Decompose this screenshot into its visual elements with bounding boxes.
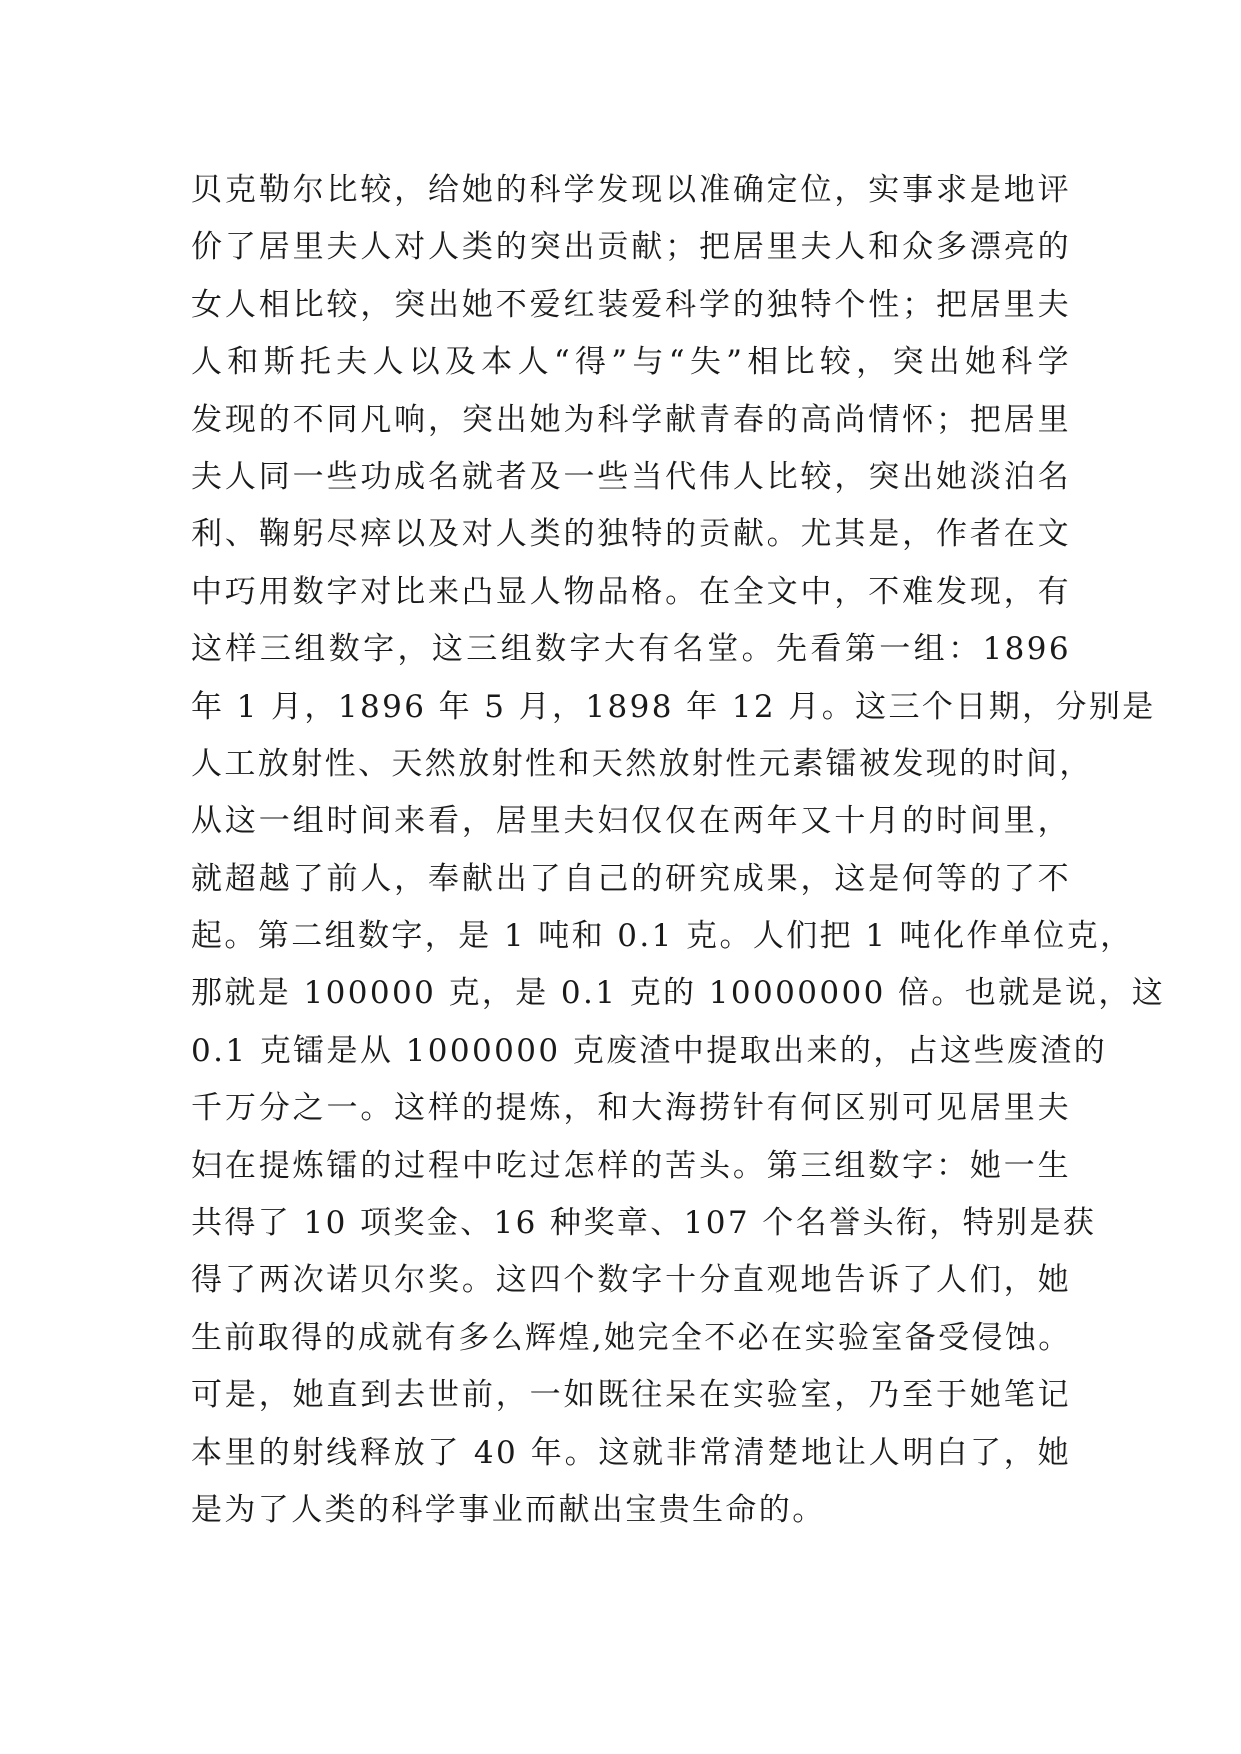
text-line: 发现的不同凡响，突出她为科学献青春的高尚情怀；把居里	[191, 401, 1071, 438]
text-line: 这样三组数字，这三组数字大有名堂。先看第一组：1896	[191, 631, 1071, 668]
text-line: 生前取得的成就有多么辉煌,她完全不必在实验室备受侵蚀。	[191, 1319, 1072, 1356]
text-line: 中巧用数字对比来凸显人物品格。在全文中，不难发现，有	[191, 573, 1071, 610]
text-line: 千万分之一。这样的提炼，和大海捞针有何区别可见居里夫	[191, 1090, 1071, 1127]
text-line: 人和斯托夫人以及本人“得”与“失”相比较，突出她科学	[191, 344, 1071, 381]
text-line: 妇在提炼镭的过程中吃过怎样的苦头。第三组数字：她一生	[191, 1147, 1071, 1184]
text-line: 起。第二组数字，是 1 吨和 0.1 克。人们把 1 吨化作单位克，	[191, 918, 1134, 955]
text-line: 得了两次诺贝尔奖。这四个数字十分直观地告诉了人们，她	[191, 1262, 1071, 1299]
text-line: 从这一组时间来看，居里夫妇仅仅在两年又十月的时间里，	[191, 803, 1071, 840]
text-line: 是为了人类的科学事业而献出宝贵生命的。	[191, 1491, 826, 1528]
text-line: 0.1 克镭是从 1000000 克废渣中提取出来的，占这些废渣的	[191, 1032, 1108, 1069]
text-line: 本里的射线释放了 40 年。这就非常清楚地让人明白了，她	[191, 1434, 1071, 1471]
body-paragraph	[191, 162, 1166, 1539]
text-line: 夫人同一些功成名就者及一些当代伟人比较，突出她淡泊名	[191, 458, 1071, 495]
text-line: 就超越了前人，奉献出了自己的研究成果，这是何等的了不	[191, 860, 1071, 897]
text-line: 可是，她直到去世前，一如既往呆在实验室，乃至于她笔记	[191, 1377, 1071, 1414]
text-line: 年 1 月，1896 年 5 月，1898 年 12 月。这三个日期，分别是	[191, 688, 1156, 725]
text-line: 利、鞠躬尽瘁以及对人类的独特的贡献。尤其是，作者在文	[191, 516, 1071, 553]
text-line: 女人相比较，突出她不爱红装爱科学的独特个性；把居里夫	[191, 286, 1071, 323]
text-line: 那就是 100000 克，是 0.1 克的 10000000 倍。也就是说，这	[191, 975, 1166, 1012]
text-line: 人工放射性、天然放射性和天然放射性元素镭被发现的时间，	[191, 745, 1093, 782]
text-line: 共得了 10 项奖金、16 种奖章、107 个名誉头衔，特别是获	[191, 1205, 1097, 1242]
text-line: 价了居里夫人对人类的突出贡献；把居里夫人和众多漂亮的	[191, 229, 1071, 266]
text-line: 贝克勒尔比较，给她的科学发现以准确定位，实事求是地评	[191, 172, 1071, 208]
